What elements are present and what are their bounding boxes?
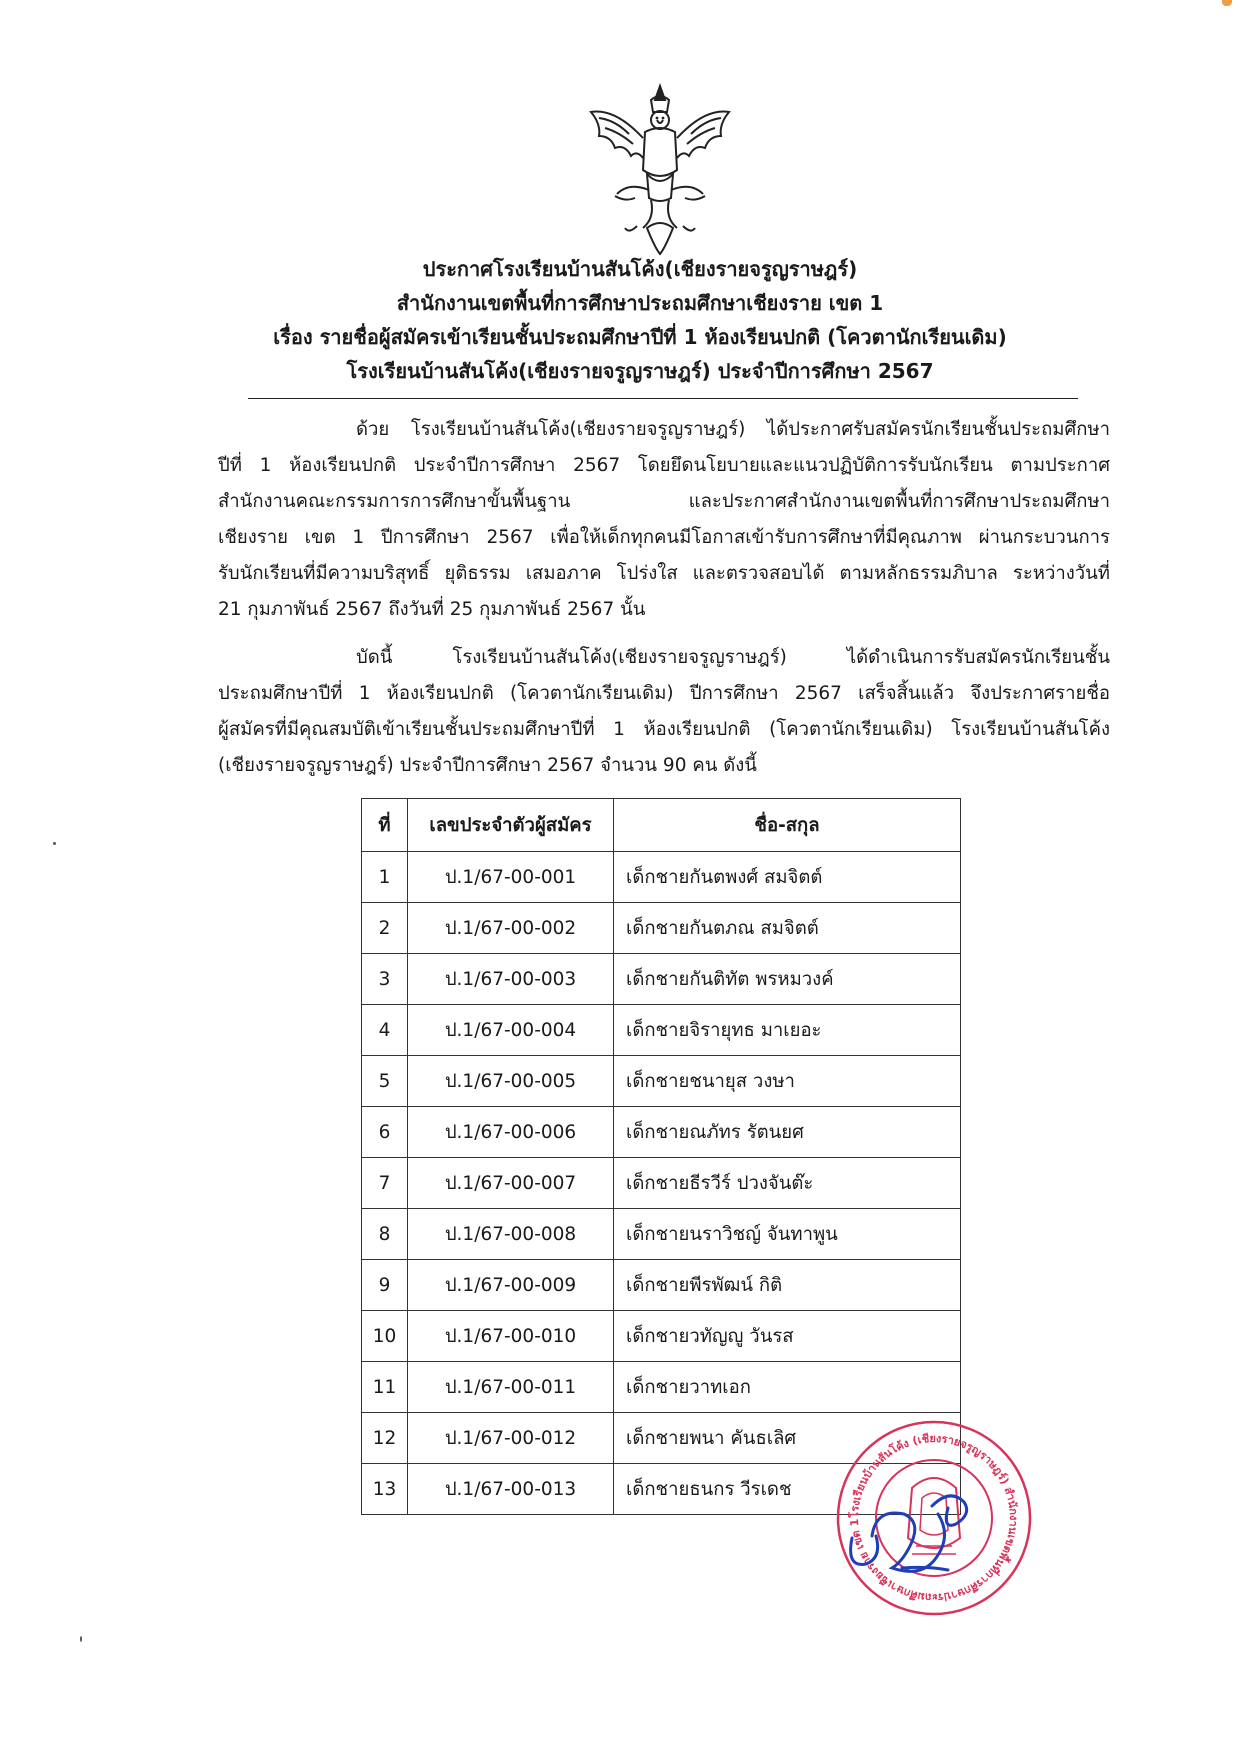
paragraph-2-line: บัดนี้ โรงเรียนบ้านสันโค้ง(เชียงรายจรูญราษฎร์) ได้ดำเนินการรับสมัครนักเรียนชั้น xyxy=(356,647,1110,668)
school-seal-icon xyxy=(832,1418,1037,1618)
applicant-id: ป.1/67-00-007 xyxy=(408,1158,614,1209)
applicant-id: ป.1/67-00-009 xyxy=(408,1260,614,1311)
table-body xyxy=(362,852,961,1515)
row-number: 6 xyxy=(362,1107,408,1158)
row-number: 2 xyxy=(362,903,408,954)
table-row xyxy=(362,1107,961,1158)
applicant-name: เด็กชายพนา คันธเลิศ xyxy=(614,1413,961,1464)
scan-speck xyxy=(80,1636,82,1642)
paragraph-1-line: เชียงราย เขต 1 ปีการศึกษา 2567 เพื่อให้เด็กทุกคนมีโอกาสเข้ารับการศึกษาที่มีคุณภาพ ผ่านกระบวนการ xyxy=(218,527,1110,548)
paragraph-2-line: (เชียงรายจรูญราษฎร์) ประจำปีการศึกษา 2567 จำนวน 90 คน ดังนี้ xyxy=(218,755,757,776)
applicant-id: ป.1/67-00-004 xyxy=(408,1005,614,1056)
scan-speck xyxy=(53,842,56,845)
applicant-name: เด็กชายนราวิชญ์ จันทาพูน xyxy=(614,1209,961,1260)
column-header-number: ที่ xyxy=(362,799,408,852)
column-header-applicant-id: เลขประจำตัวผู้สมัคร xyxy=(408,799,614,852)
table-row xyxy=(362,1209,961,1260)
applicant-name: เด็กชายจิรายุทธ มาเยอะ xyxy=(614,1005,961,1056)
applicant-name: เด็กชายชนายุส วงษา xyxy=(614,1056,961,1107)
row-number: 9 xyxy=(362,1260,408,1311)
table-row xyxy=(362,852,961,903)
column-header-full-name: ชื่อ-สกุล xyxy=(614,799,961,852)
table-row xyxy=(362,1362,961,1413)
table-row xyxy=(362,954,961,1005)
table-row xyxy=(362,1260,961,1311)
table-row xyxy=(362,1311,961,1362)
table-row xyxy=(362,1056,961,1107)
svg-text:โรงเรียนบ้านสันโค้ง (เชียงรายจ xyxy=(847,1432,1020,1604)
announcement-header xyxy=(240,252,1040,388)
row-number: 1 xyxy=(362,852,408,903)
applicant-id: ป.1/67-00-011 xyxy=(408,1362,614,1413)
garuda-emblem-icon xyxy=(585,78,735,258)
applicant-name: เด็กชายวทัญญู วันรส xyxy=(614,1311,961,1362)
header-line-3: เรื่อง รายชื่อผู้สมัครเข้าเรียนชั้นประถมศึกษาปีที่ 1 ห้องเรียนปกติ (โควตานักเรียนเดิม) xyxy=(273,325,1007,349)
row-number: 8 xyxy=(362,1209,408,1260)
applicant-name: เด็กชายธนกร วีรเดช xyxy=(614,1464,961,1515)
table-row xyxy=(362,1005,961,1056)
row-number: 13 xyxy=(362,1464,408,1515)
table-header-row xyxy=(362,799,961,852)
applicant-name: เด็กชายวาทเอก xyxy=(614,1362,961,1413)
applicant-id: ป.1/67-00-003 xyxy=(408,954,614,1005)
table-row xyxy=(362,903,961,954)
applicant-id: ป.1/67-00-008 xyxy=(408,1209,614,1260)
applicant-name: เด็กชายณภัทร รัตนยศ xyxy=(614,1107,961,1158)
applicant-id: ป.1/67-00-013 xyxy=(408,1464,614,1515)
applicant-id: ป.1/67-00-006 xyxy=(408,1107,614,1158)
row-number: 11 xyxy=(362,1362,408,1413)
paragraph-2 xyxy=(218,640,1110,784)
applicant-id: ป.1/67-00-010 xyxy=(408,1311,614,1362)
table-row xyxy=(362,1158,961,1209)
paragraph-1 xyxy=(218,412,1110,628)
paragraph-2-line: ผู้สมัครที่มีคุณสมบัติเข้าเรียนชั้นประถมศึกษาปีที่ 1 ห้องเรียนปกติ (โควตานักเรียนเดิม) โรงเรียนบ้านสันโค้ง xyxy=(218,719,1110,740)
header-line-1: ประกาศโรงเรียนบ้านสันโค้ง(เชียงรายจรูญราษฎร์) xyxy=(422,257,858,281)
header-line-2: สำนักงานเขตพื้นที่การศึกษาประถมศึกษาเชียงราย เขต 1 xyxy=(396,291,884,315)
row-number: 10 xyxy=(362,1311,408,1362)
applicant-name: เด็กชายพีรพัฒน์ กิติ xyxy=(614,1260,961,1311)
applicant-id: ป.1/67-00-005 xyxy=(408,1056,614,1107)
row-number: 4 xyxy=(362,1005,408,1056)
row-number: 7 xyxy=(362,1158,408,1209)
applicant-table xyxy=(361,798,961,1515)
paragraph-1-line: ปีที่ 1 ห้องเรียนปกติ ประจำปีการศึกษา 2567 โดยยึดนโยบายและแนวปฏิบัติการรับนักเรียน ตามประกาศ xyxy=(218,455,1110,476)
paragraph-1-line: 21 กุมภาพันธ์ 2567 ถึงวันที่ 25 กุมภาพันธ์ 2567 นั้น xyxy=(218,599,646,620)
header-line-4: โรงเรียนบ้านสันโค้ง(เชียงรายจรูญราษฎร์) ประจำปีการศึกษา 2567 xyxy=(346,359,934,383)
row-number: 3 xyxy=(362,954,408,1005)
applicant-id: ป.1/67-00-001 xyxy=(408,852,614,903)
seal-text: โรงเรียนบ้านสันโค้ง (เชียงรายจรูญราษฎร์) สำนักงานเขตพื้นที่การศึกษาประถมศึกษาเชียงราย เขต 1 xyxy=(847,1431,1021,1605)
row-number: 5 xyxy=(362,1056,408,1107)
corner-mark xyxy=(1222,0,1232,6)
applicant-id: ป.1/67-00-012 xyxy=(408,1413,614,1464)
paragraph-1-line: สำนักงานคณะกรรมการการศึกษาขั้นพื้นฐาน และประกาศสำนักงานเขตพื้นที่การศึกษาประถมศึกษา xyxy=(218,491,1110,512)
applicant-name: เด็กชายธีรวีร์ ปวงจันต๊ะ xyxy=(614,1158,961,1209)
row-number: 12 xyxy=(362,1413,408,1464)
applicant-name: เด็กชายกันติทัต พรหมวงค์ xyxy=(614,954,961,1005)
applicant-id: ป.1/67-00-002 xyxy=(408,903,614,954)
header-divider xyxy=(248,398,1078,399)
applicant-name: เด็กชายกันตภณ สมจิตต์ xyxy=(614,903,961,954)
applicant-name: เด็กชายกันตพงศ์ สมจิตต์ xyxy=(614,852,961,903)
paragraph-1-line: ด้วย โรงเรียนบ้านสันโค้ง(เชียงรายจรูญราษฎร์) ได้ประกาศรับสมัครนักเรียนชั้นประถมศึกษา xyxy=(356,419,1110,440)
paragraph-1-line: รับนักเรียนที่มีความบริสุทธิ์ ยุติธรรม เสมอภาค โปร่งใส และตรวจสอบได้ ตามหลักธรรมภิบาล ระหว่างวันที่ xyxy=(218,563,1110,584)
paragraph-2-line: ประถมศึกษาปีที่ 1 ห้องเรียนปกติ (โควตานักเรียนเดิม) ปีการศึกษา 2567 เสร็จสิ้นแล้ว จึงประกาศรายชื่อ xyxy=(218,683,1110,704)
